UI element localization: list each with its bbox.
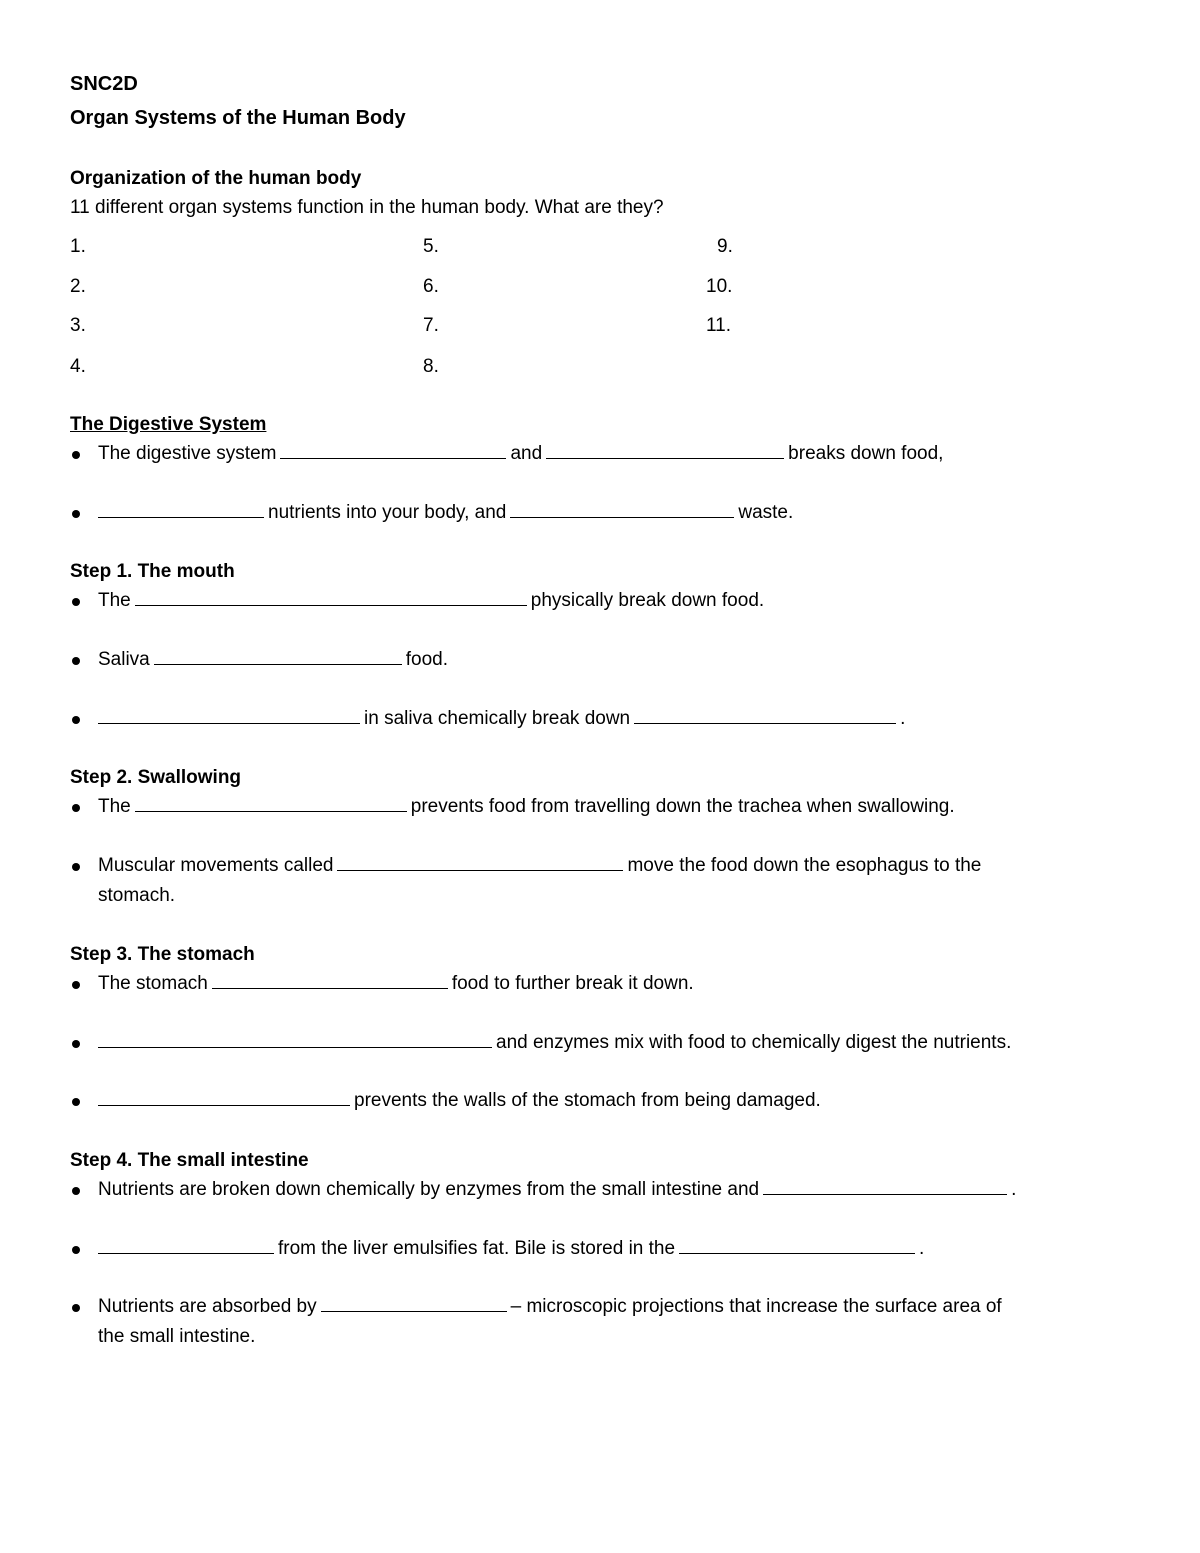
step2-bullet-2-continued: stomach.	[98, 885, 176, 906]
bullet-text: The	[98, 590, 131, 611]
fill-in-blank[interactable]	[510, 499, 734, 518]
list-number-11: 11.	[706, 315, 732, 336]
bullet-icon	[72, 451, 80, 459]
bullet-text: Nutrients are absorbed by	[98, 1296, 317, 1317]
organization-heading: Organization of the human body	[70, 168, 362, 189]
list-number-9: 9.	[717, 236, 733, 257]
list-number-5: 5.	[423, 236, 439, 257]
bullet-icon	[72, 657, 80, 665]
step1-heading: Step 1. The mouth	[70, 561, 235, 582]
step3-bullet-2	[98, 1028, 1011, 1058]
bullet-text: The stomach	[98, 973, 208, 994]
bullet-icon	[72, 1187, 80, 1195]
step1-bullet-2	[98, 645, 448, 675]
step3-bullet-3	[98, 1086, 821, 1116]
bullet-icon	[72, 1246, 80, 1254]
bullet-text: The digestive system	[98, 443, 277, 464]
bullet-text: Saliva	[98, 649, 150, 670]
bullet-icon	[72, 716, 80, 724]
list-number-10: 10.	[706, 276, 733, 297]
bullet-icon	[72, 1304, 80, 1312]
bullet-text: and enzymes mix with food to chemically digest the nutrients.	[496, 1032, 1012, 1053]
list-number-6: 6.	[423, 276, 439, 297]
bullet-icon	[72, 598, 80, 606]
bullet-text: move the food down the esophagus to the	[627, 855, 982, 876]
fill-in-blank[interactable]	[763, 1176, 1007, 1195]
organization-prompt: 11 different organ systems function in the human body. What are they?	[70, 197, 664, 218]
bullet-icon	[72, 863, 80, 871]
fill-in-blank[interactable]	[98, 1029, 492, 1048]
step3-bullet-1	[98, 969, 694, 999]
list-number-3: 3.	[70, 315, 86, 336]
step4-bullet-3	[98, 1292, 1002, 1322]
fill-in-blank[interactable]	[98, 705, 360, 724]
bullet-text: Nutrients are broken down chemically by enzymes from the small intestine and	[98, 1179, 760, 1200]
list-number-2: 2.	[70, 276, 86, 297]
bullet-text: in saliva chemically break down	[364, 708, 631, 729]
bullet-text: The	[98, 796, 131, 817]
bullet-text: Muscular movements called	[98, 855, 334, 876]
fill-in-blank[interactable]	[337, 852, 623, 871]
bullet-text: and	[510, 443, 543, 464]
fill-in-blank[interactable]	[135, 793, 407, 812]
fill-in-blank[interactable]	[98, 1235, 274, 1254]
step2-bullet-2	[98, 851, 981, 881]
bullet-icon	[72, 1098, 80, 1106]
fill-in-blank[interactable]	[321, 1293, 507, 1312]
list-number-1: 1.	[70, 236, 86, 257]
step4-bullet-3-continued: the small intestine.	[98, 1326, 256, 1347]
digestive-bullet-1	[98, 439, 943, 469]
fill-in-blank[interactable]	[212, 970, 448, 989]
bullet-text: prevents food from travelling down the trachea when swallowing.	[410, 796, 955, 817]
step1-bullet-3	[98, 704, 905, 734]
list-number-8: 8.	[423, 356, 439, 377]
bullet-text: food to further break it down.	[451, 973, 694, 994]
list-number-7: 7.	[423, 315, 439, 336]
bullet-text: .	[919, 1238, 925, 1259]
bullet-text: food.	[405, 649, 449, 670]
fill-in-blank[interactable]	[280, 440, 506, 459]
fill-in-blank[interactable]	[98, 499, 264, 518]
step2-bullet-1	[98, 792, 955, 822]
digestive-bullet-2	[98, 498, 793, 528]
fill-in-blank[interactable]	[634, 705, 896, 724]
step2-heading: Step 2. Swallowing	[70, 767, 242, 788]
digestive-heading: The Digestive System	[70, 414, 267, 435]
bullet-text: .	[1011, 1179, 1017, 1200]
bullet-text: prevents the walls of the stomach from being damaged.	[354, 1090, 821, 1111]
bullet-text: waste.	[738, 502, 794, 523]
bullet-icon	[72, 1040, 80, 1048]
bullet-text: .	[900, 708, 906, 729]
bullet-text: nutrients into your body, and	[268, 502, 507, 523]
bullet-text: physically break down food.	[530, 590, 765, 611]
bullet-icon	[72, 804, 80, 812]
fill-in-blank[interactable]	[98, 1087, 350, 1106]
fill-in-blank[interactable]	[546, 440, 784, 459]
step3-heading: Step 3. The stomach	[70, 944, 255, 965]
fill-in-blank[interactable]	[154, 646, 402, 665]
step1-bullet-1	[98, 586, 764, 616]
course-code: SNC2D	[70, 73, 138, 95]
bullet-text: – microscopic projections that increase the surface area of	[510, 1296, 1002, 1317]
fill-in-blank[interactable]	[679, 1235, 915, 1254]
list-number-4: 4.	[70, 356, 86, 377]
step4-bullet-1	[98, 1175, 1016, 1205]
bullet-text: from the liver emulsifies fat. Bile is stored in the	[278, 1238, 676, 1259]
bullet-text: breaks down food,	[788, 443, 944, 464]
step4-heading: Step 4. The small intestine	[70, 1150, 309, 1171]
page-title: Organ Systems of the Human Body	[70, 107, 406, 129]
step4-bullet-2	[98, 1234, 924, 1264]
fill-in-blank[interactable]	[135, 587, 527, 606]
bullet-icon	[72, 981, 80, 989]
bullet-icon	[72, 510, 80, 518]
